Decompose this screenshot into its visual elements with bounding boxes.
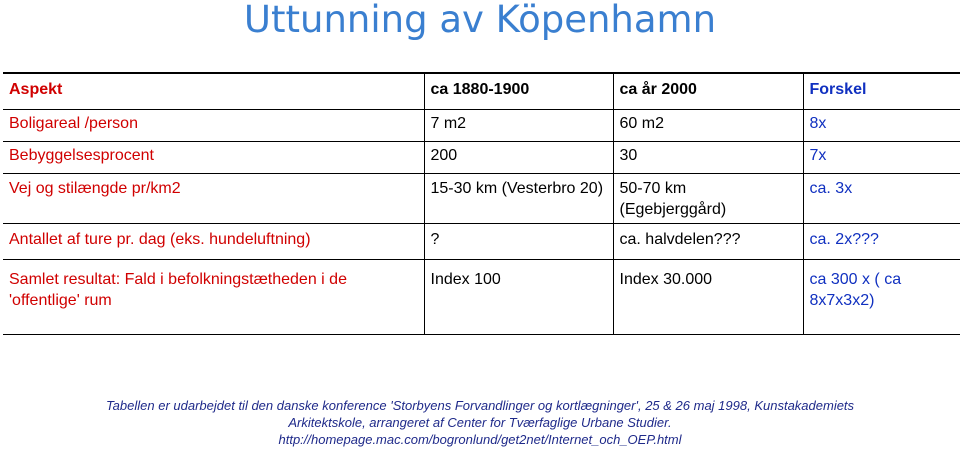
cell-2000: Index 30.000: [613, 260, 803, 335]
cell-forskel: ca 300 x ( ca 8x7x3x2): [803, 260, 960, 335]
source-note: [0, 397, 960, 448]
cell-1880-1900: 15-30 km (Vesterbro 20): [424, 174, 613, 224]
header-1880-1900: ca 1880-1900: [424, 73, 613, 110]
cell-1880-1900: 7 m2: [424, 110, 613, 142]
page-title: Uttunning av Köpenhamn: [243, 0, 717, 41]
source-note-line: Arkitektskole, arrangeret af Center for Tværfaglige Urbane Studier.: [288, 415, 672, 430]
cell-aspect: Vej og stilængde pr/km2: [3, 174, 424, 224]
cell-1880-1900: Index 100: [424, 260, 613, 335]
cell-2000: 50-70 km (Egebjerggård): [613, 174, 803, 224]
comparison-table: [3, 72, 960, 335]
table-row: [3, 142, 960, 174]
cell-aspect: Samlet resultat: Fald i befolkningstætheden i de 'offentlige' rum: [3, 260, 424, 335]
cell-aspect: Bebyggelsesprocent: [3, 142, 424, 174]
cell-forskel: 7x: [803, 142, 960, 174]
table-row: [3, 260, 960, 335]
cell-aspect: Boligareal /person: [3, 110, 424, 142]
cell-forskel: ca. 3x: [803, 174, 960, 224]
table-header-row: [3, 73, 960, 110]
source-note-line: Tabellen er udarbejdet til den danske konference 'Storbyens Forvandlinger og kortlægninger', 25 & 26 maj 1998, Kunstakademiets: [105, 398, 855, 413]
source-url: http://homepage.mac.com/bogronlund/get2net/Internet_och_OEP.html: [278, 432, 682, 447]
header-aspekt: Aspekt: [3, 73, 424, 110]
cell-forskel: 8x: [803, 110, 960, 142]
cell-forskel: ca. 2x???: [803, 224, 960, 260]
cell-2000: 30: [613, 142, 803, 174]
table-row: [3, 110, 960, 142]
header-2000: ca år 2000: [613, 73, 803, 110]
cell-2000: ca. halvdelen???: [613, 224, 803, 260]
cell-1880-1900: 200: [424, 142, 613, 174]
table-row: [3, 224, 960, 260]
table-row: [3, 174, 960, 224]
cell-1880-1900: ?: [424, 224, 613, 260]
header-forskel: Forskel: [803, 73, 960, 110]
cell-aspect: Antallet af ture pr. dag (eks. hundeluftning): [3, 224, 424, 260]
cell-2000: 60 m2: [613, 110, 803, 142]
